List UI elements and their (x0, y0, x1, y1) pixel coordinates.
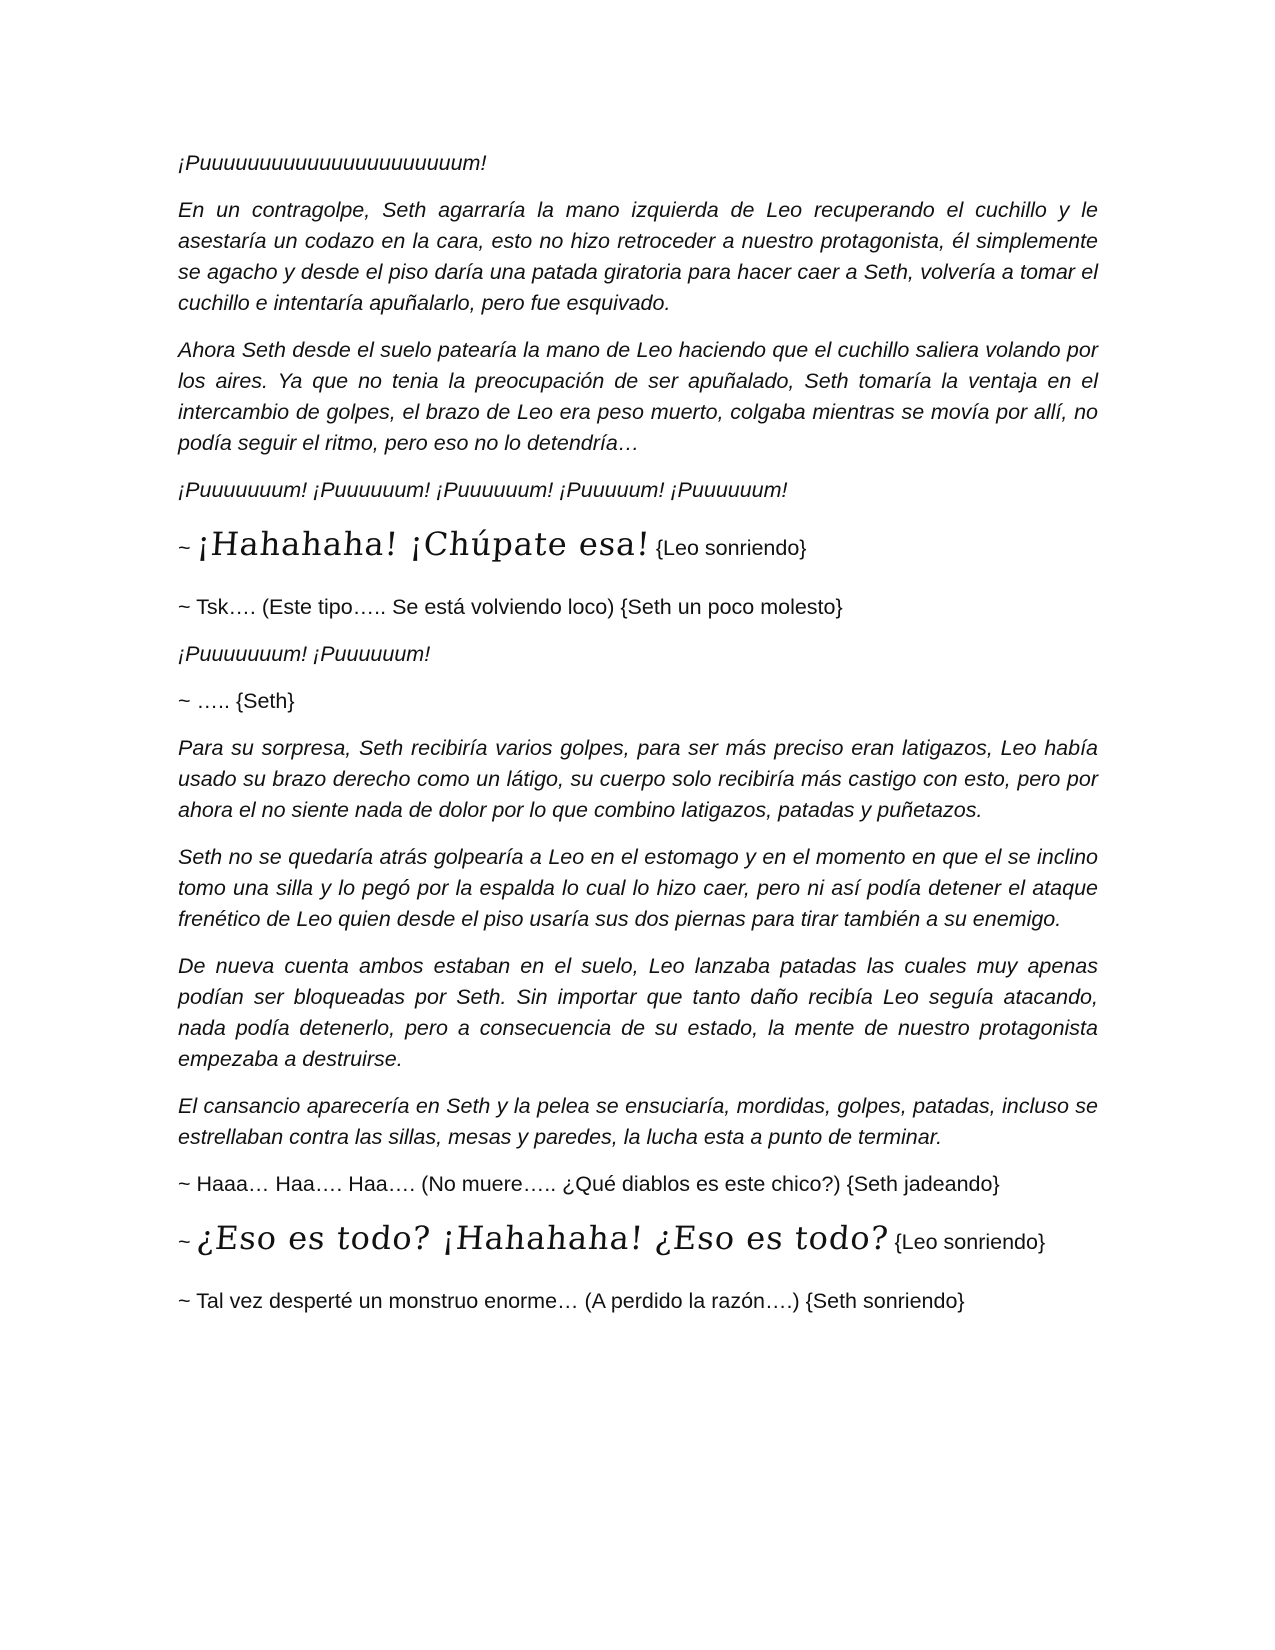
leo-shout-text: ¿Eso es todo? ¡Hahahaha! ¿Eso es todo? (195, 1219, 890, 1257)
dialog-line: ~ Tal vez desperté un monstruo enorme… (A perdido la razón….) {Seth sonriendo} (178, 1289, 965, 1313)
narration-paragraph: De nueva cuenta ambos estaban en el suelo, Leo lanzaba patadas las cuales muy apenas podían ser bloqueadas por Seth. Sin importar que tanto daño recibía Leo seguía atacando, nada podía detenerlo, pero a consecuencia de su estado, la mente de nuestro protagonista empezaba a destruirse. (178, 954, 1098, 1071)
narration-paragraph: Para su sorpresa, Seth recibiría varios golpes, para ser más preciso eran latigazos, Leo había usado su brazo derecho como un látigo, su cuerpo solo recibiría más castigo con esto, pero por ahora el no siente nada de dolor por lo que combino latigazos, patadas y puñetazos. (178, 736, 1098, 822)
leo-shout-line (178, 522, 1098, 570)
narration-paragraph: Ahora Seth desde el suelo patearía la mano de Leo haciendo que el cuchillo saliera volando por los aires. Ya que no tenia la preocupación de ser apuñalado, Seth tomaría la ventaja en el intercambio de golpes, el brazo de Leo era peso muerto, colgaba mientras se movía por allí, no podía seguir el ritmo, pero eso no lo detendría… (178, 338, 1098, 455)
speaker-tag: {Leo sonriendo} (894, 1230, 1046, 1254)
dialog-line: ~ ….. {Seth} (178, 689, 295, 713)
narration-paragraph: El cansancio aparecería en Seth y la pelea se ensuciaría, mordidas, golpes, patadas, incluso se estrellaban contra las sillas, mesas y paredes, la lucha esta a punto de terminar. (178, 1094, 1098, 1149)
sound-effect-paragraph: ¡Puuuuuuuuuuuuuuuuuuuuuum! (178, 151, 487, 175)
speaker-tag: {Leo sonriendo} (655, 536, 807, 560)
sound-effect-paragraph: ¡Puuuuuuum! ¡Puuuuuum! (178, 642, 431, 666)
document-page (178, 148, 1098, 1333)
leo-shout-text: ¡Hahahaha! ¡Chúpate esa! (195, 525, 652, 563)
narration-paragraph: En un contragolpe, Seth agarraría la mano izquierda de Leo recuperando el cuchillo y le asestaría un codazo en la cara, esto no hizo retroceder a nuestro protagonista, él simplemente se agacho y desde el piso daría una patada giratoria para hacer caer a Seth, volvería a tomar el cuchillo e intentaría apuñalarlo, pero fue esquivado. (178, 198, 1098, 315)
dialog-prefix: ~ (178, 1230, 197, 1254)
dialog-line: ~ Tsk…. (Este tipo….. Se está volviendo loco) {Seth un poco molesto} (178, 595, 843, 619)
dialog-prefix: ~ (178, 536, 197, 560)
leo-shout-line (178, 1216, 1098, 1264)
sound-effect-paragraph: ¡Puuuuuuum! ¡Puuuuuum! ¡Puuuuuum! ¡Puuuuum! ¡Puuuuuum! (178, 478, 788, 502)
narration-paragraph: Seth no se quedaría atrás golpearía a Leo en el estomago y en el momento en que el se inclino tomo una silla y lo pegó por la espalda lo cual lo hizo caer, pero ni así podía detener el ataque frenético de Leo quien desde el piso usaría sus dos piernas para tirar también a su enemigo. (178, 845, 1098, 931)
dialog-line: ~ Haaa… Haa…. Haa…. (No muere….. ¿Qué diablos es este chico?) {Seth jadeando} (178, 1172, 1000, 1196)
